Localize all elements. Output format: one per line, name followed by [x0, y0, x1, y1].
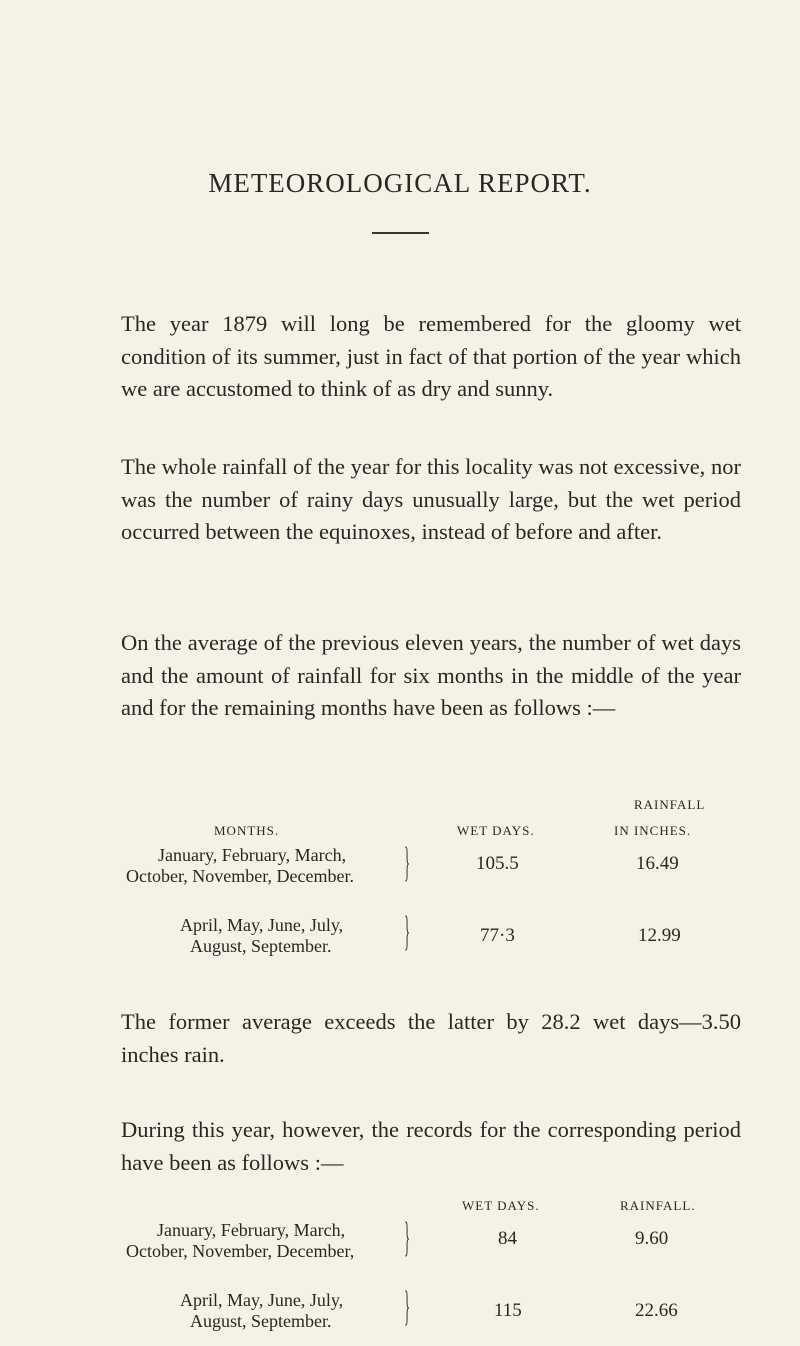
row-months-line2: October, November, December. [126, 866, 354, 886]
row-months-line1: January, February, March, [158, 845, 347, 865]
row-months-line2: October, November, December, [126, 1241, 355, 1261]
title-rule [372, 232, 429, 234]
row-wet-days: 84 [498, 1228, 517, 1249]
header-wet-days: WET DAYS. [462, 1198, 540, 1213]
brace-icon: } [404, 840, 411, 886]
paragraph-4: The former average exceeds the latter by 28.2 wet days—3.50 inches rain. [121, 1009, 741, 1067]
paragraph-5: During this year, however, the records for the corresponding period have been as follows :— [121, 1117, 741, 1175]
row-rainfall: 22.66 [635, 1300, 678, 1321]
header-rainfall: RAINFALL. [620, 1198, 696, 1213]
row-wet-days: 77·3 [480, 925, 515, 946]
header-months: MONTHS. [214, 823, 280, 838]
row-months-line1: April, May, June, July, [180, 915, 344, 935]
row-rainfall: 9.60 [635, 1228, 669, 1249]
row-rainfall: 16.49 [636, 853, 679, 874]
row-wet-days: 115 [494, 1300, 522, 1321]
row-months-line2: August, September. [190, 1311, 332, 1331]
row-months-line1: April, May, June, July, [180, 1290, 344, 1310]
brace-icon: } [404, 1215, 411, 1261]
row-months-line2: August, September. [190, 936, 332, 956]
brace-icon: } [404, 909, 411, 955]
paragraph-2: The whole rainfall of the year for this locality was not excessive, nor was the number of rainy days unusually large, but the wet period occurred between the equinoxes, instead of before and after. [121, 454, 741, 544]
paragraph-3: On the average of the previous eleven years, the number of wet days and the amount of rainfall for six months in the middle of the year and for the remaining months have been as follows :— [121, 630, 741, 720]
page-title: METEOROLOGICAL REPORT. [208, 168, 592, 198]
row-months-line1: January, February, March, [157, 1220, 346, 1240]
row-wet-days: 105.5 [476, 853, 519, 874]
brace-icon: } [404, 1284, 411, 1330]
paragraph-1: The year 1879 will long be remembered for the gloomy wet condition of its summer, just in fact of that portion of the year which we are accustomed to think of as dry and sunny. [121, 311, 741, 401]
row-rainfall: 12.99 [638, 925, 681, 946]
header-wet-days: WET DAYS. [457, 823, 535, 838]
header-rainfall-line1: RAINFALL [634, 797, 706, 812]
header-rainfall-line2: IN INCHES. [614, 823, 692, 838]
